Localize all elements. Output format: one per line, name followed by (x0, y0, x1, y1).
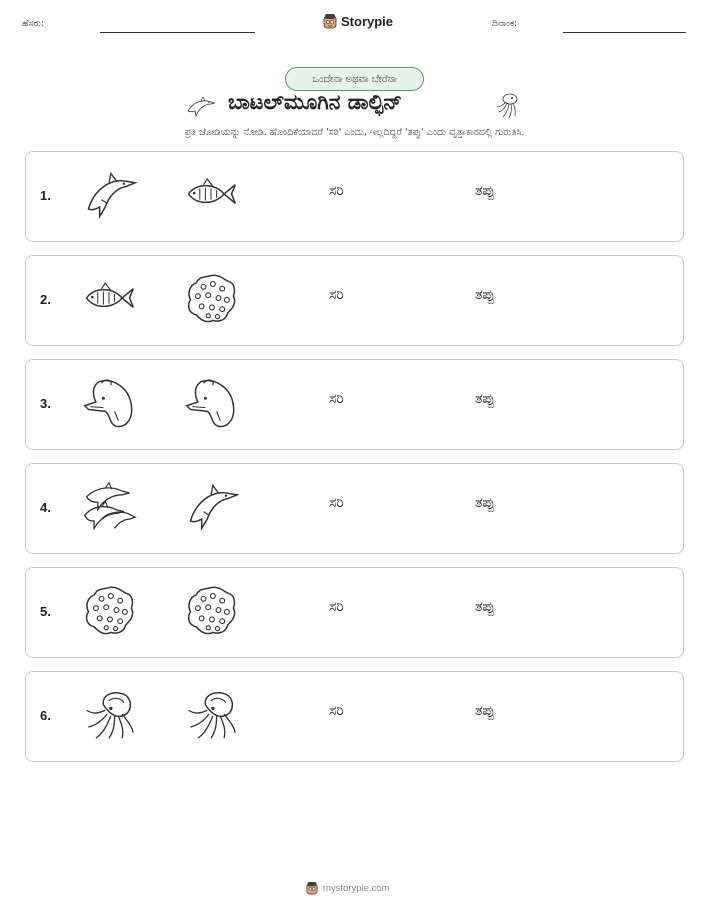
sponge-icon (183, 582, 239, 638)
footer-website[interactable]: mystorypie.com (323, 882, 390, 894)
answer-no[interactable]: ತಪ್ಪು (475, 599, 495, 615)
question-number: 6. (40, 708, 51, 723)
squid-icon (183, 686, 239, 742)
instructions: ಪ್ರತಿ ಜೋಡಿಯನ್ನು ನೋಡಿ. ಹೊಂದಿಕೆಯಾದರೆ 'ಸರಿ' ಎಂದು, ಇಲ್ಲದಿದ್ದರೆ 'ತಪ್ಪು' ಎಂದು ವೃತ್ತಾಕಾರದಲ್ಲಿ ಗುರುತಿಸಿ. (184, 127, 525, 138)
question-row-3 (25, 359, 684, 450)
dolphin-icon (186, 94, 216, 118)
brand-logo (323, 13, 393, 29)
answer-yes[interactable]: ಸರಿ (329, 391, 344, 407)
answer-no[interactable]: ತಪ್ಪು (475, 703, 495, 719)
question-row-6 (25, 671, 684, 762)
storypie-mascot-icon (306, 881, 318, 895)
answer-yes[interactable]: ಸರಿ (329, 599, 344, 615)
dolphin-icon (81, 166, 137, 222)
dolphin-pod-icon (81, 478, 137, 534)
question-number: 1. (40, 188, 51, 203)
dolphin-icon (183, 478, 239, 534)
answer-no[interactable]: ತಪ್ಪು (475, 391, 495, 407)
badge-label: ಒಂದೇನಾ ಅಥವಾ ಬೇರೆನಾ (312, 73, 397, 85)
sponge-icon (81, 582, 137, 638)
answer-no[interactable]: ತಪ್ಪು (475, 495, 495, 511)
answer-yes[interactable]: ಸರಿ (329, 703, 344, 719)
sponge-icon (183, 270, 239, 326)
title-row (0, 88, 709, 128)
brand-name: Storypie (341, 13, 394, 29)
question-row-5 (25, 567, 684, 658)
dolphin-head-icon (183, 374, 239, 430)
question-number: 3. (40, 396, 51, 411)
question-number: 5. (40, 604, 51, 619)
date-label: ದಿನಾಂಕ: (492, 19, 518, 29)
fish-icon (183, 166, 239, 222)
question-row-4 (25, 463, 684, 554)
answer-no[interactable]: ತಪ್ಪು (475, 287, 495, 303)
date-field[interactable] (563, 32, 686, 33)
footer (306, 881, 390, 895)
question-number: 4. (40, 500, 51, 515)
answer-yes[interactable]: ಸರಿ (329, 287, 344, 303)
fish-icon (81, 270, 137, 326)
question-row-2 (25, 255, 684, 346)
dolphin-head-icon (81, 374, 137, 430)
page-title: ಬಾಟಲ್‌ಮೂಗಿನ ಡಾಲ್ಫಿನ್ (228, 90, 402, 114)
storypie-mascot-icon (323, 13, 337, 29)
question-number: 2. (40, 292, 51, 307)
squid-icon (492, 90, 522, 120)
name-label: ಹೆಸರು: (22, 19, 45, 29)
question-row-1 (25, 151, 684, 242)
answer-no[interactable]: ತಪ್ಪು (475, 183, 495, 199)
answer-yes[interactable]: ಸರಿ (329, 495, 344, 511)
name-field[interactable] (100, 32, 255, 33)
answer-yes[interactable]: ಸರಿ (329, 183, 344, 199)
squid-icon (81, 686, 137, 742)
